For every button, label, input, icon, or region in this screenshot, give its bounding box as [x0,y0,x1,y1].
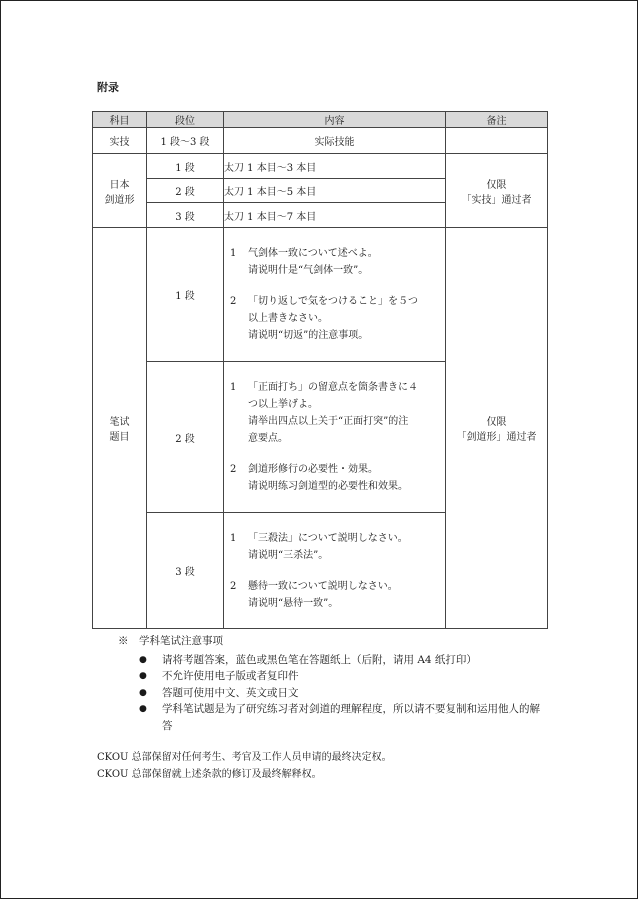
kata-dan-2: 2 段 [147,179,224,203]
bullet-icon: ● [139,687,147,698]
notes-section [118,633,548,734]
kata-note-line2: 「实技」通过者 [461,194,532,206]
kata-content-3: 太刀 1 本目～7 本目 [224,203,446,228]
question-item: 2 「切り返しで気をつけること」を５つ [230,296,418,307]
kata-dan-3: 3 段 [147,203,224,228]
notes-list [118,652,548,735]
jitsugi-content: 实际技能 [224,128,446,154]
bullet-icon: ● [139,654,147,665]
header-content: 内容 [224,112,446,128]
question-item: 2 懸待一致について説明しなさい。 [230,580,398,592]
kata-dan-1: 1 段 [147,154,224,179]
jitsugi-subject: 实技 [93,128,147,154]
question-item: 1 「正面打ち」の留意点を箇条書きに４ [230,382,418,393]
list-item: ● 学科笔试题是为了研究练习者对剑道的理解程度，所以请不要复制和运用他人的解答 [118,701,548,734]
written-subject [93,228,147,629]
question-item: 1 气剑体一致について述べよ。 [230,248,378,259]
kata-note [446,154,548,228]
written-dan-3: 3 段 [147,513,224,629]
table-row-written-1 [93,228,548,362]
bullet-icon: ● [139,671,147,681]
written-content-2: 1 「正面打ち」の留意点を箇条書きに４ つ以上挙げよ。 请举出四点以上关于“正面打突”的注 意要点。 2 剑道形修行の必要性・効果。 请说明练习剑道型的必要性和效果。 [224,362,446,513]
footer-line-1: CKOU 总部保留对任何考生、考官及工作人员申请的最终决定权。 [97,752,392,763]
footer [97,749,392,783]
exam-table [92,111,548,629]
kata-subject [93,154,147,228]
list-item: ● 请将考题答案，蓝色或黑色笔在答题纸上（后附，请用 A4 纸打印） [118,652,548,669]
table-header-row [93,112,548,128]
jitsugi-dan: 1 段～3 段 [147,128,224,154]
table-row-jitsugi [93,128,548,154]
kata-subject-line1: 日本 [109,179,130,191]
kata-content-1: 太刀 1 本目～3 本目 [224,154,446,179]
written-note-line1: 仅限 [486,417,507,428]
written-note [446,228,548,629]
written-dan-2: 2 段 [147,362,224,513]
written-content-3: 1 「三殺法」について説明しなさい。 请说明“三杀法”。 2 懸待一致について説明しなさい。 请说明“悬待一致”。 [224,513,446,629]
written-note-line2: 「剑道形」通过者 [456,432,537,443]
jitsugi-note [446,128,548,154]
kata-note-line1: 仅限 [486,179,507,191]
kata-content-2: 太刀 1 本目～5 本目 [224,179,446,203]
header-note: 备注 [446,112,548,128]
kata-subject-line2: 剑道形 [104,194,135,206]
list-item: ● 答题可使用中文、英文或日文 [118,685,548,702]
table-row-kata-1 [93,154,548,179]
notes-title: ※ 学科笔试注意事项 [118,635,223,647]
bullet-icon: ● [139,704,147,714]
written-subject-line1: 笔试 [109,417,130,428]
written-content-1: 1 气剑体一致について述べよ。 请说明什是“气剑体一致”。 2 「切り返しで気をつけること」を５つ 以上書きなさい。 请说明“切返”的注意事项。 [224,228,446,362]
list-item: ● 不允许使用电子版或者复印件 [118,668,548,685]
question-item: 1 「三殺法」について説明しなさい。 [230,532,408,544]
header-subject: 科目 [93,112,147,128]
written-subject-line2: 题目 [109,432,130,443]
header-dan: 段位 [147,112,224,128]
page-heading: 附录 [97,81,119,94]
question-item: 2 剑道形修行の必要性・効果。 [230,464,378,475]
footer-line-2: CKOU 总部保留就上述条款的修订及最终解释权。 [97,769,322,780]
written-dan-1: 1 段 [147,228,224,362]
